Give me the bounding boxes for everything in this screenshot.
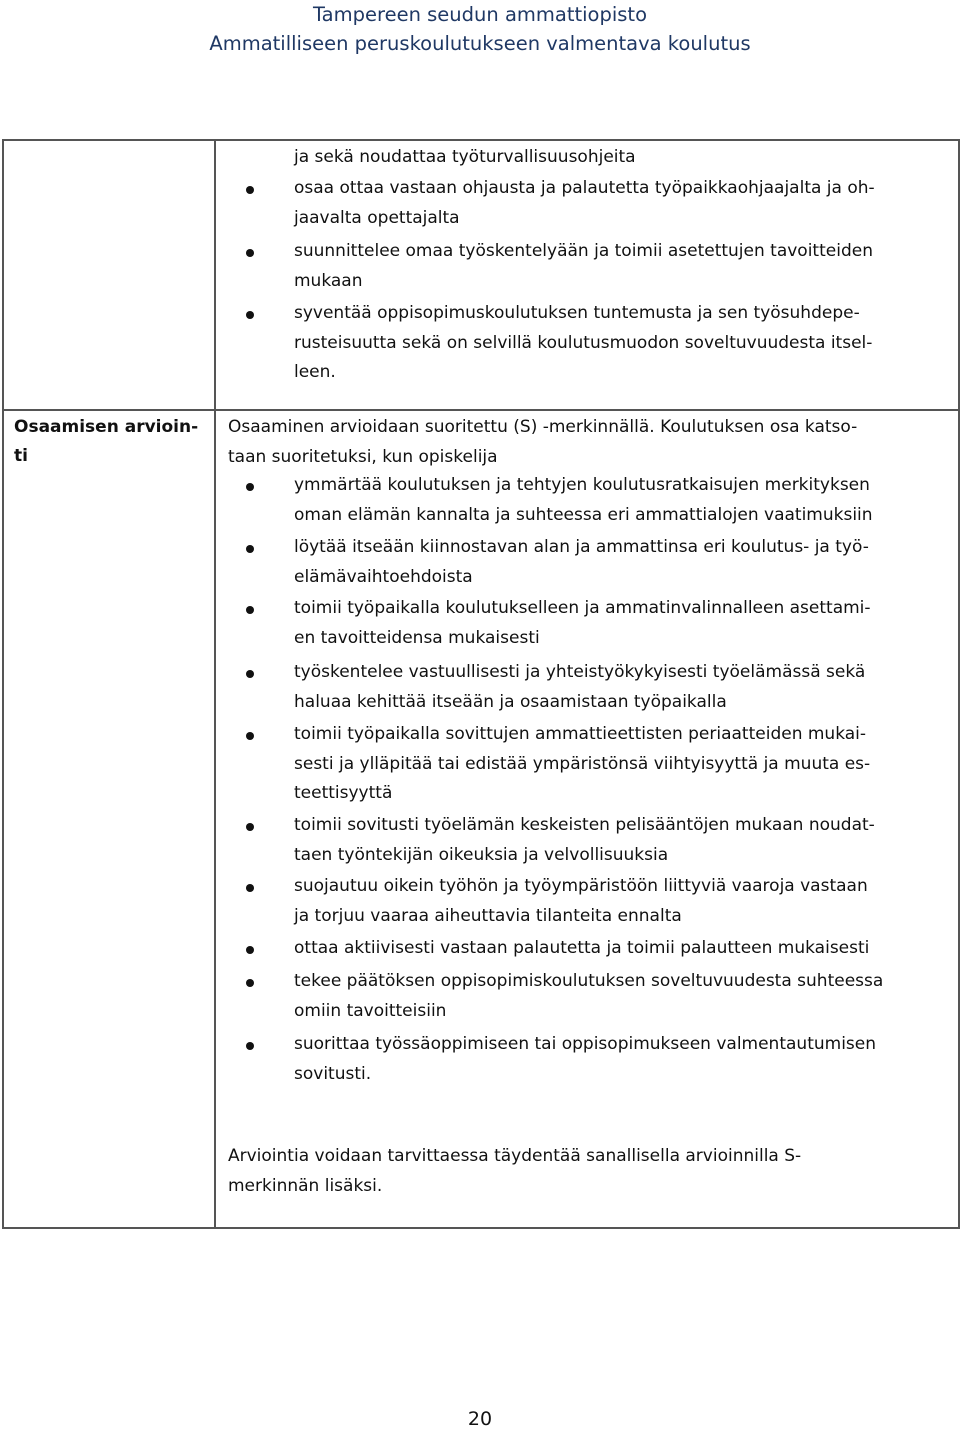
bullet-icon [246,311,254,319]
page-number: 20 [467,1408,493,1430]
list-item: suorittaa työssäoppimiseen tai oppisopimukseen valmentautumisen sovitusti. [294,1034,877,1084]
list-item: syventää oppisopimuskoulutuksen tuntemusta ja sen työsuhdepe- rusteisuutta sekä on selvillä koulutusmuodon soveltuvuudesta itsel- leen. [294,303,873,382]
list-item: ottaa aktiivisesti vastaan palautetta ja toimii palautteen mukaisesti [294,938,870,958]
list-item: löytää itseään kiinnostavan alan ja ammattinsa eri koulutus- ja työ- elämävaihtoehdoista [294,537,869,587]
assessment-note: Arviointia voidaan tarvittaessa täydentää sanallisella arvioinnilla S- merkinnän lisäksi. [228,1146,802,1196]
bullet-icon [246,732,254,740]
bullet-icon [246,884,254,892]
bullet-icon [246,545,254,553]
list-item: toimii työpaikalla koulutukselleen ja ammatinvalinnalleen asettami- en tavoitteidensa mukaisesti [294,598,871,648]
bullet-icon [246,979,254,987]
list-item: toimii työpaikalla sovittujen ammattieettisten periaatteiden mukai- sesti ja ylläpitää tai edistää ympäristönsä viihtyisyyttä ja muuta es- teettisyyttä [294,724,871,803]
assessment-label-cell [3,410,215,1228]
header-program-name: Ammatilliseen peruskoulutukseen valmentava koulutus [209,32,751,55]
empty-label-cell [3,140,215,410]
bullet-icon [246,483,254,491]
bullet-icon [246,823,254,831]
bullet-icon [246,186,254,194]
bullet-icon [246,946,254,954]
list-item: suojautuu oikein työhön ja työympäristöön liittyviä vaaroja vastaan ja torjuu vaaraa aiheuttavia tilanteita ennalta [294,876,868,926]
lead-text: ja sekä noudattaa työturvallisuusohjeita [294,147,636,167]
top-content-cell [215,140,959,410]
bullet-icon [246,1042,254,1050]
list-item: osaa ottaa vastaan ohjausta ja palautetta työpaikkaohjaajalta ja oh- jaavalta opettajalta [294,178,875,228]
list-item: suunnittelee omaa työskentelyään ja toimii asetettujen tavoitteiden mukaan [294,241,873,291]
header-school-name: Tampereen seudun ammattiopisto [312,3,647,26]
list-item: työskentelee vastuullisesti ja yhteistyökykyisesti työelämässä sekä haluaa kehittää itseään ja osaamistaan työpaikalla [294,662,866,712]
bullet-icon [246,606,254,614]
bullet-icon [246,670,254,678]
list-item: ymmärtää koulutuksen ja tehtyjen koulutusratkaisujen merkityksen oman elämän kannalta ja suhteessa eri ammattialojen vaatimuksiin [294,475,873,525]
assessment-label: Osaamisen arvioin- ti [14,417,199,466]
assessment-content-cell [215,410,959,1228]
list-item: toimii sovitusti työelämän keskeisten pelisääntöjen mukaan noudat- taen työntekijän oikeuksia ja velvollisuuksia [294,815,875,865]
curriculum-table [2,139,960,1229]
assessment-intro: Osaaminen arvioidaan suoritettu (S) -merkinnällä. Koulutuksen osa katso- taan suoritetuksi, kun opiskelija [228,417,858,467]
list-item: tekee päätöksen oppisopimiskoulutuksen soveltuvuudesta suhteessa omiin tavoitteisiin [294,971,884,1021]
bullet-icon [246,249,254,257]
